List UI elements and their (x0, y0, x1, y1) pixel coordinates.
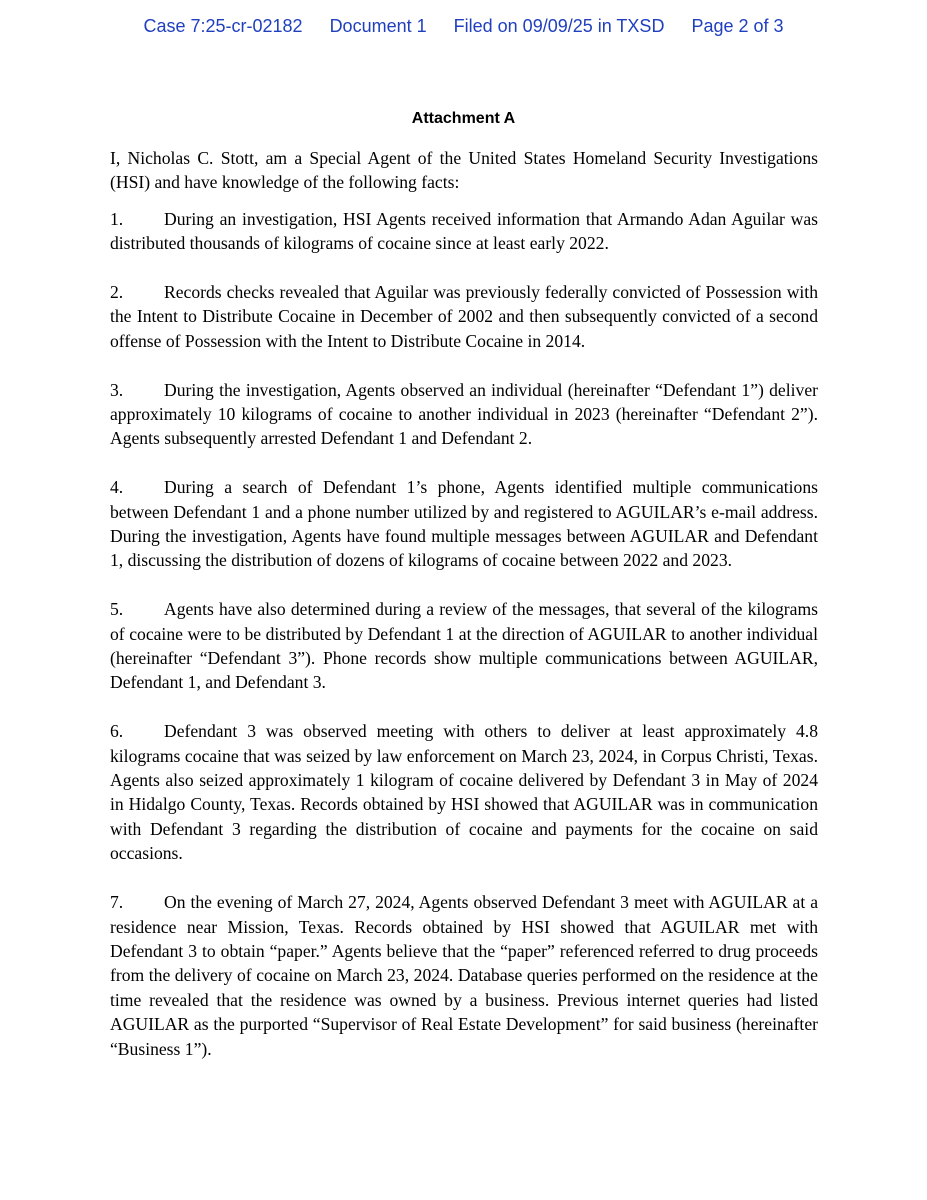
paragraph-text: Agents have also determined during a review of the messages, that several of the kilograms of cocaine were to be distributed by Defendant 1 at the direction of AGUILAR to another individual (hereinafter “Defendant 3”). Phone records show multiple communications between AGUILAR, Defendant 1, and Defendant 3. (110, 599, 818, 693)
paragraph-text: During a search of Defendant 1’s phone, Agents identified multiple communications between Defendant 1 and a phone number utilized by and registered to AGUILAR’s e-mail address. During the investigation, Agents have found multiple messages between AGUILAR and Defendant 1, discussing the distribution of dozens of kilograms of cocaine between 2022 and 2023. (110, 477, 818, 571)
paragraph-number: 6. (110, 721, 124, 742)
paragraph-text: Defendant 3 was observed meeting with others to deliver at least approximately 4.8 kilograms cocaine that was seized by law enforcement on March 23, 2024, in Corpus Christi, Texas. Agents also seized approximately 1 kilogram of cocaine delivered by Defendant 3 in May of 2024 in Hidalgo County, Texas. Records obtained by HSI showed that AGUILAR was in communication with Defendant 3 regarding the distribution of cocaine and payments for the cocaine on said occasions. (110, 721, 818, 864)
document-number: Document 1 (329, 16, 427, 36)
page-indicator: Page 2 of 3 (691, 16, 784, 36)
paragraph-text: During the investigation, Agents observed an individual (hereinafter “Defendant 1”) deliver approximately 10 kilograms of cocaine to another individual in 2023 (hereinafter “Defendant 2”). Agents subsequently arrested Defendant 1 and Defendant 2. (110, 379, 818, 449)
case-number: Case 7:25-cr-02182 (143, 16, 303, 36)
intro-paragraph: I, Nicholas C. Stott, am a Special Agent of the United States Homeland Security Investigations (HSI) and have knowledge of the following facts: (110, 148, 818, 193)
numbered-paragraph (110, 378, 818, 451)
numbered-paragraph (110, 475, 818, 573)
paragraph-number: 4. (110, 477, 124, 498)
paragraph-text: On the evening of March 27, 2024, Agents observed Defendant 3 meet with AGUILAR at a residence near Mission, Texas. Records obtained by HSI showed that AGUILAR met with Defendant 3 to obtain “paper.” Agents believe that the “paper” referenced referred to drug proceeds from the delivery of cocaine on March 23, 2024. Database queries performed on the residence at the time revealed that the residence was owned by a business. Previous internet queries had listed AGUILAR as the purported “Supervisor of Real Estate Development” for said business (hereinafter “Business 1”). (110, 892, 818, 1059)
paragraph-number: 7. (110, 892, 124, 913)
filed-date: Filed on 09/09/25 in TXSD (453, 16, 665, 36)
paragraph-number: 1. (110, 208, 124, 229)
numbered-paragraph (110, 890, 818, 1061)
numbered-paragraph (110, 597, 818, 695)
paragraph-number: 2. (110, 282, 124, 303)
document-body (110, 146, 818, 1085)
paragraph-text: Records checks revealed that Aguilar was previously federally convicted of Possession with the Intent to Distribute Cocaine in December of 2002 and then subsequently convicted of a second offense of Possession with the Intent to Distribute Cocaine in 2014. (110, 282, 818, 351)
attachment-title: Attachment A (411, 110, 516, 127)
numbered-paragraph (110, 719, 818, 865)
paragraph-number: 5. (110, 599, 124, 620)
numbered-paragraph (110, 280, 818, 353)
paragraph-number: 3. (110, 379, 124, 400)
paragraph-text: During an investigation, HSI Agents received information that Armando Adan Aguilar was distributed thousands of kilograms of cocaine since at least early 2022. (110, 208, 818, 254)
numbered-paragraph (110, 207, 818, 256)
court-filing-header (0, 16, 927, 37)
